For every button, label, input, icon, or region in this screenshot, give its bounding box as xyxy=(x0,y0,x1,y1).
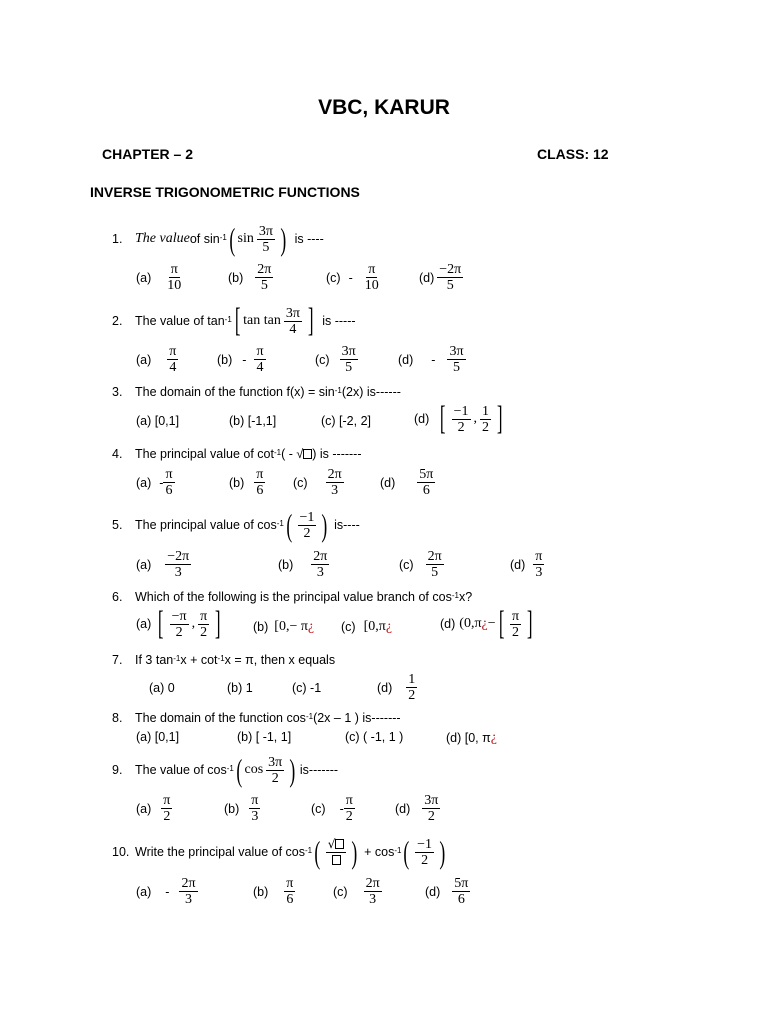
paren-open: ( xyxy=(229,221,236,257)
superscript: -1 xyxy=(276,518,284,528)
question-text: is ---- xyxy=(294,232,324,246)
function-name: cos xyxy=(244,762,264,777)
option-a[interactable]: (a) [0,1] xyxy=(136,414,180,428)
bracket-open: [ xyxy=(234,302,241,339)
fraction: $\frac{3\pi}{5}$ xyxy=(258,223,273,255)
option-a[interactable]: (a) [ $\frac{-\pi}{2}$ , $\frac{\pi}{2}$ ] xyxy=(136,605,221,642)
question-text: The domain of the function cos xyxy=(135,711,306,725)
question-text: (2x – 1 ) is------- xyxy=(313,711,401,725)
option-d[interactable]: (d) $\frac{\pi}{3}$ xyxy=(510,549,543,580)
chapter-label: CHAPTER – 2 xyxy=(102,146,194,162)
option-a[interactable]: (a) - $\frac{2\pi}{3}$ xyxy=(136,876,196,907)
option-b[interactable]: (b) $\frac{\pi}{6}$ xyxy=(253,876,294,907)
question-number: 10. xyxy=(112,845,130,859)
option-b[interactable]: (b) $\frac{2\pi}{3}$ xyxy=(278,549,328,580)
question-text: ( - √ xyxy=(281,447,304,461)
question-text: is------- xyxy=(299,763,339,777)
question-text: ) is ------- xyxy=(312,447,362,461)
question-number: 7. xyxy=(112,653,123,667)
superscript: -1 xyxy=(173,653,181,663)
question-text: + cos xyxy=(364,845,395,859)
question-9 xyxy=(112,750,338,790)
paren-close: ) xyxy=(289,752,296,788)
question-text: The domain of the function f(x) = sin xyxy=(135,385,335,399)
question-number: 6. xyxy=(112,590,123,604)
option-c[interactable]: (c) - $\frac{\pi}{2}$ xyxy=(311,793,353,824)
option-d[interactable]: (d) $\frac{5\pi}{6}$ xyxy=(425,876,469,907)
option-a[interactable]: (a) $\frac{\pi}{10}$ xyxy=(136,262,182,293)
question-number: 4. xyxy=(112,447,123,461)
option-c[interactable]: (c) [0,π ¿ xyxy=(341,619,393,634)
option-a[interactable]: (a) $\frac{\pi}{2}$ xyxy=(136,793,171,824)
option-c[interactable]: (c) $\frac{2\pi}{3}$ xyxy=(333,876,380,907)
option-b[interactable]: (b) - $\frac{\pi}{4}$ xyxy=(217,344,264,375)
option-b[interactable]: (b) [-1,1] xyxy=(229,414,277,428)
paren-open: ( xyxy=(286,507,293,543)
question-10 xyxy=(112,832,448,872)
option-c[interactable]: (c) -1 xyxy=(292,681,322,695)
fraction: √ xyxy=(326,837,347,868)
question-number: 9. xyxy=(112,763,123,777)
option-a[interactable]: (a) [0,1] xyxy=(136,730,180,744)
paren-close: ) xyxy=(439,834,446,870)
option-a[interactable]: (a) 0 xyxy=(149,681,175,695)
question-text: x = π, then x equals xyxy=(224,653,336,667)
option-a[interactable]: (a) $\frac{-2\pi}{3}$ xyxy=(136,549,190,580)
question-2 xyxy=(112,301,356,341)
option-c[interactable]: (c) ( -1, 1 ) xyxy=(345,730,404,744)
option-b[interactable]: (b) $\frac{\pi}{6}$ xyxy=(229,467,264,498)
option-b[interactable]: (b) $\frac{\pi}{3}$ xyxy=(224,793,259,824)
superscript: -1 xyxy=(394,845,402,855)
superscript: -1 xyxy=(451,590,459,600)
function-name: tan tan xyxy=(243,313,281,328)
paren-close: ) xyxy=(351,834,358,870)
paren-open: ( xyxy=(314,834,321,870)
fraction: $\frac{-1}{2}$ xyxy=(299,509,315,541)
function-name: sin xyxy=(237,231,254,246)
question-number: 5. xyxy=(112,518,123,532)
question-number: 3. xyxy=(112,385,123,399)
option-a[interactable]: (a) - $\frac{\pi}{6}$ xyxy=(136,467,173,498)
option-c[interactable]: (c) - $\frac{\pi}{10}$ xyxy=(326,262,379,293)
question-text: The value of tan xyxy=(135,314,225,328)
question-number: 8. xyxy=(112,711,123,725)
page-title: VBC, KARUR xyxy=(318,96,450,119)
option-b[interactable]: (b) [0,− π ¿ xyxy=(253,619,315,634)
paren-close: ) xyxy=(280,221,287,257)
fraction: $\frac{3\pi}{2}$ xyxy=(268,754,283,786)
superscript: -1 xyxy=(334,385,342,395)
fraction: $\frac{-1}{2}$ xyxy=(417,836,433,868)
question-text: x? xyxy=(458,590,473,604)
question-1 xyxy=(112,219,324,259)
question-text: is---- xyxy=(334,518,360,532)
question-text: is ----- xyxy=(322,314,356,328)
option-b[interactable]: (b) 1 xyxy=(227,681,253,695)
option-a[interactable]: (a) $\frac{\pi}{4}$ xyxy=(136,344,177,375)
option-d[interactable]: (d) $\frac{-2\pi}{5}$ xyxy=(419,262,462,293)
question-number: 2. xyxy=(112,314,123,328)
superscript: -1 xyxy=(305,711,314,721)
option-d[interactable]: (d) $\frac{1}{2}$ xyxy=(377,672,416,703)
fraction: $\frac{3\pi}{4}$ xyxy=(285,305,300,337)
question-text: The value of cos xyxy=(135,763,227,777)
superscript: -1 xyxy=(224,314,232,324)
option-b[interactable]: (b) [ -1, 1] xyxy=(237,730,292,744)
superscript: -1 xyxy=(226,763,234,773)
option-c[interactable]: (c) $\frac{2\pi}{5}$ xyxy=(399,549,442,580)
option-d[interactable]: (d) [0, π ¿ xyxy=(446,730,497,745)
question-3 xyxy=(112,372,401,412)
missing-glyph-box xyxy=(303,449,312,459)
question-text: The principal value of cos xyxy=(135,518,277,532)
paren-open: ( xyxy=(236,752,243,788)
option-d[interactable]: (d) - $\frac{3\pi}{5}$ xyxy=(398,344,464,375)
section-title: INVERSE TRIGONOMETRIC FUNCTIONS xyxy=(90,184,360,200)
bracket-close: ] xyxy=(307,302,314,339)
question-text: Which of the following is the principal value branch of cos xyxy=(135,590,452,604)
superscript: -1 xyxy=(273,447,282,457)
option-c[interactable]: (c) $\frac{2\pi}{3}$ xyxy=(293,467,342,498)
option-c[interactable]: (c) $\frac{3\pi}{5}$ xyxy=(315,344,356,375)
option-d[interactable]: (d) (0,π ¿ − [ $\frac{\pi}{2}$ ] xyxy=(440,605,533,642)
option-c[interactable]: (c) [-2, 2] xyxy=(321,414,372,428)
question-text: (2x) is------ xyxy=(341,385,401,399)
option-d[interactable]: (d) [ $\frac{-1}{2}$ , $\frac{1}{2}$ ] xyxy=(414,400,503,437)
option-d[interactable]: (d) $\frac{5\pi}{6}$ xyxy=(380,467,434,498)
superscript: -1 xyxy=(217,653,225,663)
question-text: Write the principal value of cos xyxy=(135,845,305,859)
question-5 xyxy=(112,505,360,545)
question-7 xyxy=(112,640,335,680)
superscript: -1 xyxy=(219,232,227,242)
option-d[interactable]: (d) $\frac{3\pi}{2}$ xyxy=(395,793,439,824)
question-number: 1. xyxy=(112,232,123,246)
class-label: CLASS: 12 xyxy=(537,146,609,162)
paren-close: ) xyxy=(321,507,328,543)
paren-open: ( xyxy=(403,834,410,870)
question-text: If 3 tan xyxy=(135,653,174,667)
option-b[interactable]: (b) $\frac{2\pi}{5}$ xyxy=(228,262,272,293)
question-text: The principal value of cot xyxy=(135,447,274,461)
question-text: The value xyxy=(135,231,190,246)
question-text: of sin xyxy=(189,232,220,246)
superscript: -1 xyxy=(305,845,313,855)
question-text: x + cot xyxy=(180,653,218,667)
